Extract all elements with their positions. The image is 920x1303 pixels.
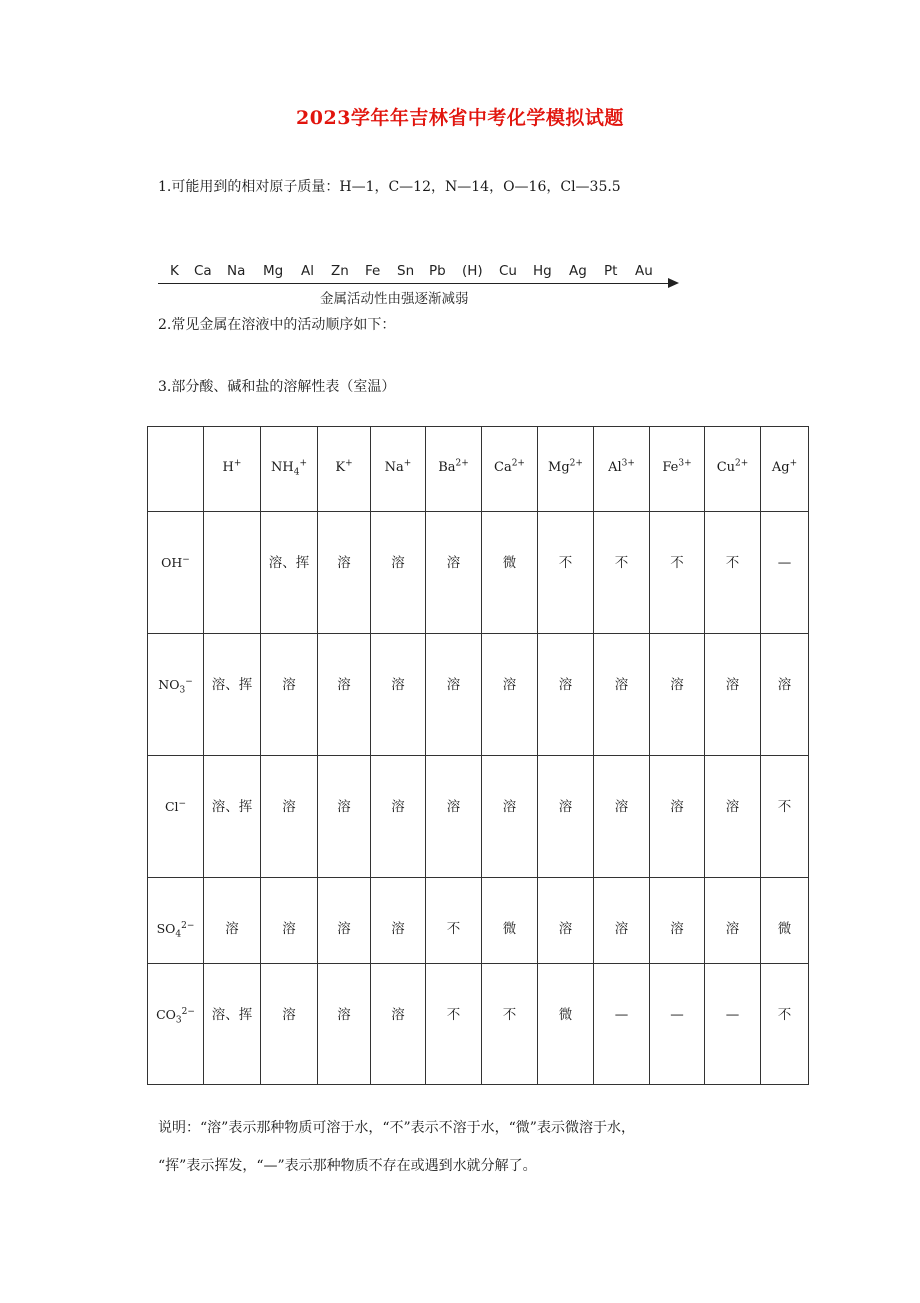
cation-header-cell [705, 427, 761, 512]
ion-formula [385, 460, 412, 475]
ion-symbol: H [222, 460, 234, 475]
solubility-value: 溶 [725, 921, 740, 937]
solubility-value: 溶 [670, 921, 684, 937]
ion-symbol: K [335, 460, 346, 475]
solubility-cell [204, 634, 261, 756]
cation-header-cell [318, 427, 371, 512]
anion-header-cell [148, 878, 204, 964]
solubility-cell [261, 878, 318, 964]
solubility-value: 溶、挥 [211, 677, 253, 693]
solubility-cell [426, 756, 482, 878]
solubility-cell [650, 756, 705, 878]
solubility-cell [650, 964, 705, 1085]
solubility-cell [482, 964, 538, 1085]
metal-symbol: K [170, 263, 179, 279]
table-row [148, 512, 809, 634]
solubility-value: 溶 [558, 921, 573, 937]
cation-header-cell [426, 427, 482, 512]
ion-symbol: Cl [164, 799, 179, 814]
solubility-value: 不 [725, 555, 740, 571]
ion-charge: 2+ [511, 458, 525, 469]
solubility-value: 溶 [725, 677, 740, 693]
solubility-value: 溶 [391, 1007, 405, 1023]
solubility-value: 溶、挥 [211, 1007, 253, 1023]
solubility-cell [371, 512, 426, 634]
solubility-cell [426, 634, 482, 756]
solubility-value: 不 [446, 1007, 461, 1023]
page-title: 2023学年年吉林省中考化学模拟试题 [296, 107, 624, 129]
ion-subscript: 3 [179, 685, 186, 696]
activity-series [158, 263, 678, 305]
solubility-value: 溶、挥 [268, 555, 310, 571]
metal-symbol: Au [635, 263, 653, 279]
note-line-1: 说明：“溶”表示那种物质可溶于水，“不”表示不溶于水，“微”表示微溶于水， [158, 1120, 635, 1136]
activity-caption: 金属活动性由强逐渐减弱 [320, 291, 469, 307]
cation-header-cell [594, 427, 650, 512]
solubility-cell [594, 634, 650, 756]
ion-subscript: 4 [175, 929, 182, 940]
ion-symbol: Ca [494, 460, 512, 475]
ion-symbol: Al [608, 460, 622, 475]
ion-formula [438, 460, 469, 475]
solubility-value: 溶 [282, 677, 296, 693]
ion-formula [494, 460, 525, 475]
ion-subscript: 3 [175, 1015, 182, 1026]
solubility-cell [318, 878, 371, 964]
solubility-value: 溶 [502, 677, 517, 693]
solubility-value: 溶 [558, 677, 573, 693]
solubility-cell [426, 964, 482, 1085]
solubility-cell [318, 964, 371, 1085]
solubility-cell [261, 512, 318, 634]
solubility-cell [204, 756, 261, 878]
solubility-value: 不 [446, 921, 461, 937]
solubility-value: 溶 [777, 677, 792, 693]
metal-symbol: Sn [397, 263, 415, 279]
solubility-table-heading: 3.部分酸、碱和盐的溶解性表（室温） [158, 379, 396, 395]
solubility-value: 溶 [725, 799, 740, 815]
ion-symbol: CO [156, 1007, 176, 1022]
ion-symbol: SO [156, 921, 176, 936]
ion-symbol: OH [161, 555, 183, 570]
ion-symbol: Na [384, 460, 404, 475]
solubility-value: 溶、挥 [211, 799, 253, 815]
anion-header-cell [148, 634, 204, 756]
solubility-cell [204, 878, 261, 964]
solubility-value: 溶 [558, 799, 573, 815]
solubility-cell [261, 756, 318, 878]
metal-symbol: Mg [263, 263, 284, 279]
metal-symbol: Hg [533, 263, 552, 279]
solubility-cell [538, 964, 594, 1085]
solubility-cell [538, 512, 594, 634]
ion-charge: + [789, 458, 798, 469]
solubility-cell [594, 512, 650, 634]
ion-charge: + [345, 458, 353, 469]
anion-header-cell [148, 756, 204, 878]
solubility-cell [538, 634, 594, 756]
solubility-cell [594, 756, 650, 878]
ion-charge: + [403, 458, 412, 469]
cation-header-cell [482, 427, 538, 512]
ion-symbol: NH [271, 460, 294, 475]
solubility-value: 不 [777, 1007, 792, 1023]
solubility-cell [371, 756, 426, 878]
solubility-cell [426, 878, 482, 964]
ion-charge: 2+ [735, 458, 749, 469]
table-row [148, 878, 809, 964]
solubility-value: 溶 [225, 921, 239, 937]
metal-symbol: Pb [429, 263, 446, 279]
cation-header-cell [261, 427, 318, 512]
solubility-value: — [614, 1007, 629, 1023]
solubility-table [147, 426, 809, 1085]
solubility-cell [318, 634, 371, 756]
solubility-cell [482, 634, 538, 756]
ion-formula [271, 458, 307, 478]
ion-formula [156, 920, 195, 940]
ion-charge: 2− [181, 1006, 195, 1017]
solubility-value: 溶 [337, 799, 351, 815]
solubility-cell [594, 964, 650, 1085]
solubility-value: 溶 [502, 799, 517, 815]
solubility-value: 溶 [614, 921, 629, 937]
ion-formula [161, 555, 190, 570]
table-row [148, 634, 809, 756]
solubility-value: 微 [777, 921, 792, 937]
metal-symbol: Na [227, 263, 246, 279]
solubility-cell [538, 756, 594, 878]
solubility-cell [538, 878, 594, 964]
solubility-cell [761, 878, 809, 964]
ion-charge: − [185, 676, 193, 687]
solubility-cell [426, 512, 482, 634]
ion-symbol: NO [158, 677, 180, 692]
solubility-value: 溶 [337, 921, 351, 937]
solubility-value: 溶 [282, 799, 296, 815]
solubility-value: 溶 [614, 799, 629, 815]
solubility-value: 溶 [337, 1007, 351, 1023]
cation-header-cell [538, 427, 594, 512]
ion-symbol: Fe [662, 460, 679, 475]
arrow-right-icon [668, 278, 679, 288]
solubility-cell [482, 756, 538, 878]
solubility-value: 溶 [670, 799, 684, 815]
ion-formula [772, 460, 797, 475]
solubility-value: 溶 [446, 677, 461, 693]
cation-header-cell [761, 427, 809, 512]
solubility-value: 不 [670, 555, 684, 571]
solubility-value: — [777, 555, 792, 571]
solubility-value: 溶 [446, 799, 461, 815]
ion-charge: 2− [181, 920, 195, 931]
solubility-value: 溶 [391, 555, 405, 571]
solubility-value: 溶 [391, 677, 405, 693]
solubility-value: 溶 [614, 677, 629, 693]
solubility-cell [482, 878, 538, 964]
solubility-value: 不 [558, 555, 573, 571]
ion-charge: 2+ [569, 458, 583, 469]
solubility-cell [371, 964, 426, 1085]
solubility-value: 溶 [446, 555, 461, 571]
ion-formula [156, 1006, 195, 1026]
ion-formula [548, 460, 583, 475]
solubility-cell [318, 512, 371, 634]
solubility-value: 溶 [282, 1007, 296, 1023]
activity-order-heading: 2.常见金属在溶液中的活动顺序如下： [158, 317, 396, 333]
ion-formula [717, 460, 749, 475]
solubility-cell [594, 878, 650, 964]
solubility-cell [705, 634, 761, 756]
table-corner-cell [148, 427, 204, 512]
note-line-2: “挥”表示挥发，“—”表示那种物质不存在或遇到水就分解了。 [158, 1158, 537, 1174]
solubility-cell [761, 756, 809, 878]
solubility-value: — [670, 1007, 684, 1023]
ion-symbol: Mg [548, 460, 570, 475]
ion-charge: − [178, 798, 187, 809]
solubility-cell [650, 634, 705, 756]
metal-symbol: Cu [499, 263, 517, 279]
solubility-cell [482, 512, 538, 634]
atomic-mass-line: 1.可能用到的相对原子质量：H—1，C—12，N—14，O—16，Cl—35.5 [158, 179, 621, 195]
solubility-value: — [725, 1007, 740, 1023]
metal-symbol: Al [301, 263, 314, 279]
ion-formula [608, 460, 635, 475]
solubility-cell [650, 512, 705, 634]
table-row [148, 964, 809, 1085]
metal-symbol: Ca [194, 263, 212, 279]
ion-formula [165, 799, 186, 814]
ion-charge: 3+ [678, 458, 692, 469]
solubility-cell [761, 634, 809, 756]
solubility-cell [204, 964, 261, 1085]
solubility-value: 不 [614, 555, 629, 571]
solubility-cell [371, 878, 426, 964]
ion-charge: − [182, 554, 190, 565]
solubility-cell [761, 964, 809, 1085]
solubility-value: 溶 [670, 677, 684, 693]
ion-formula [158, 676, 193, 696]
ion-charge: + [299, 458, 307, 469]
metal-list [158, 263, 678, 281]
solubility-value: 微 [502, 555, 517, 571]
ion-symbol: Ba [438, 460, 456, 475]
ion-charge: 2+ [455, 458, 469, 469]
solubility-cell [204, 512, 261, 634]
ion-subscript: 4 [293, 467, 300, 478]
activity-arrow-line [158, 283, 670, 284]
solubility-value: 溶 [337, 555, 351, 571]
solubility-cell [761, 512, 809, 634]
ion-charge: + [233, 458, 242, 469]
ion-formula [335, 460, 352, 475]
solubility-value: 不 [777, 799, 792, 815]
cation-header-cell [371, 427, 426, 512]
solubility-value: 溶 [391, 921, 405, 937]
solubility-cell [705, 878, 761, 964]
solubility-cell [705, 964, 761, 1085]
solubility-cell [705, 756, 761, 878]
solubility-value: 溶 [282, 921, 296, 937]
metal-symbol: Pt [604, 263, 618, 279]
solubility-cell [705, 512, 761, 634]
solubility-value: 微 [502, 921, 517, 937]
solubility-value: 溶 [391, 799, 405, 815]
metal-symbol: Ag [569, 263, 587, 279]
table-row [148, 756, 809, 878]
anion-header-cell [148, 964, 204, 1085]
solubility-value: 不 [502, 1007, 517, 1023]
ion-charge: 3+ [621, 458, 635, 469]
ion-symbol: Cu [716, 460, 736, 475]
solubility-value: 溶 [337, 677, 351, 693]
solubility-cell [650, 878, 705, 964]
table-header-row [148, 427, 809, 512]
metal-symbol: (H) [462, 263, 483, 279]
solubility-value: 微 [558, 1007, 573, 1023]
cation-header-cell [650, 427, 705, 512]
metal-symbol: Zn [331, 263, 349, 279]
ion-symbol: Ag [771, 460, 790, 475]
cation-header-cell [204, 427, 261, 512]
anion-header-cell [148, 512, 204, 634]
solubility-value [204, 512, 260, 545]
solubility-cell [371, 634, 426, 756]
solubility-cell [318, 756, 371, 878]
ion-formula [223, 460, 242, 475]
solubility-cell [261, 634, 318, 756]
metal-symbol: Fe [365, 263, 381, 279]
solubility-cell [261, 964, 318, 1085]
ion-formula [662, 460, 691, 475]
